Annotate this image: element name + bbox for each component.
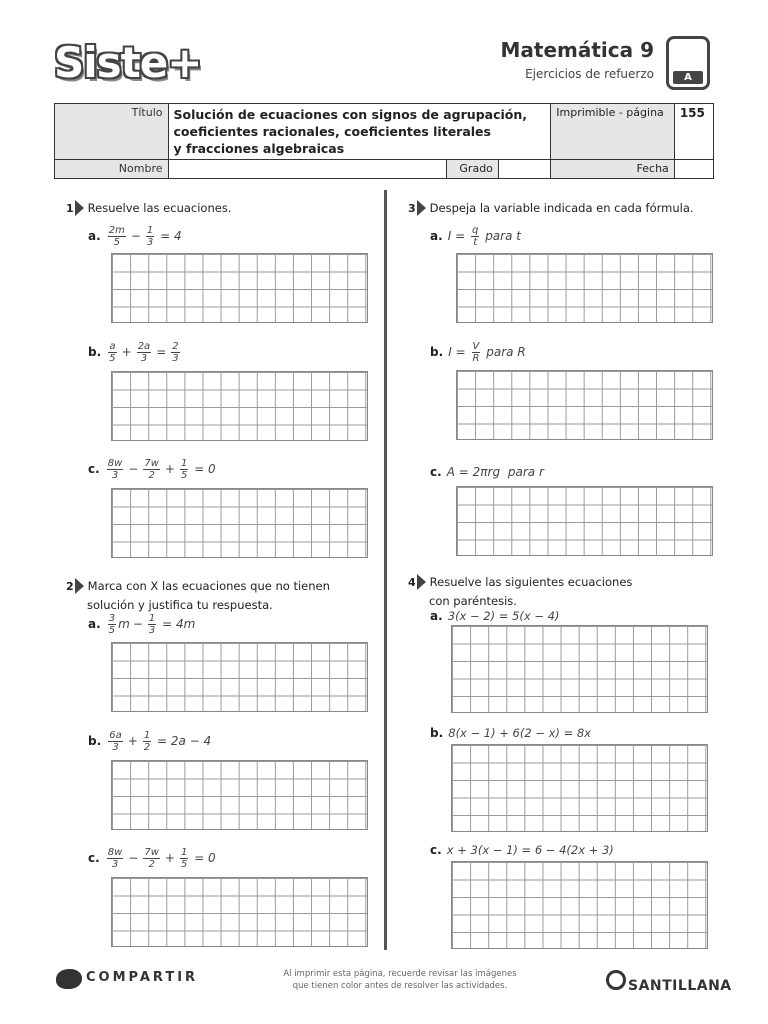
item-letter: b. xyxy=(430,345,444,359)
compartir-logo-icon xyxy=(56,969,82,989)
term: m xyxy=(118,617,130,631)
numerator: 2m xyxy=(108,225,125,236)
subject-title: Matemática 9 xyxy=(500,38,654,62)
item-letter: a. xyxy=(430,229,443,243)
operator: + xyxy=(164,851,175,865)
equation xyxy=(106,341,181,364)
numerator: 7w xyxy=(144,847,159,858)
arrow-icon xyxy=(417,574,426,590)
answer-grid[interactable] xyxy=(111,371,368,441)
numerator: 1 xyxy=(148,613,156,624)
q3-item-b xyxy=(430,341,526,364)
formula: A = 2πrg xyxy=(446,465,501,479)
equation: 8(x − 1) + 6(2 − x) = 8x xyxy=(448,726,591,740)
info-table xyxy=(54,103,714,179)
operator: + xyxy=(164,462,175,476)
left-hand-side: I = xyxy=(447,229,466,243)
question-1-header xyxy=(66,197,231,216)
arrow-icon xyxy=(75,578,84,594)
equation: 3(x − 2) = 5(x − 4) xyxy=(447,609,560,623)
equation xyxy=(106,225,182,248)
printable-label: Imprimible - página xyxy=(551,104,675,160)
item-letter: a. xyxy=(430,609,443,623)
denominator: 3 xyxy=(111,470,119,481)
q4-item-a xyxy=(430,605,559,624)
question-text: Resuelve las siguientes ecuaciones xyxy=(429,575,633,589)
numerator: 2a xyxy=(137,341,151,352)
answer-grid[interactable] xyxy=(456,253,713,323)
numerator: 1 xyxy=(180,847,188,858)
q2-item-b xyxy=(88,730,211,753)
item-letter: b. xyxy=(88,734,102,748)
question-4-header xyxy=(408,571,708,609)
item-letter: c. xyxy=(430,843,442,857)
subject-subtitle: Ejercicios de refuerzo xyxy=(525,67,654,81)
question-text: solución y justifica tu respuesta. xyxy=(87,598,273,612)
arrow-icon xyxy=(417,200,426,216)
operator: − xyxy=(132,617,143,631)
denominator: 3 xyxy=(140,353,148,364)
print-note xyxy=(250,968,550,992)
q4-item-b xyxy=(430,722,591,741)
question-number: 2 xyxy=(66,580,74,593)
operator: − xyxy=(128,851,139,865)
q1-item-a xyxy=(88,225,182,248)
equation xyxy=(448,341,526,364)
question-number: 4 xyxy=(408,576,416,589)
numerator: 6a xyxy=(109,730,122,741)
denominator: 2 xyxy=(148,470,155,481)
right-hand-side: = 4m xyxy=(162,617,196,631)
question-number: 1 xyxy=(66,202,74,215)
numerator: q xyxy=(472,225,479,236)
denominator: 5 xyxy=(180,859,188,870)
denominator: 2 xyxy=(143,742,151,753)
denominator: 3 xyxy=(146,237,154,248)
equation xyxy=(106,613,196,636)
q1-item-c xyxy=(88,458,216,481)
right-hand-side: = 4 xyxy=(160,229,182,243)
numerator: 1 xyxy=(146,225,154,236)
print-note-line: Al imprimir esta página, recuerde revisar las imágenes xyxy=(283,969,517,979)
equation xyxy=(105,458,216,481)
answer-grid[interactable] xyxy=(451,744,708,832)
target-variable: para t xyxy=(485,229,521,243)
page-number: 155 xyxy=(674,104,713,160)
denominator: 2 xyxy=(148,859,155,870)
right-hand-side: = 2a − 4 xyxy=(157,734,212,748)
right-hand-side: = 0 xyxy=(194,851,216,865)
answer-grid[interactable] xyxy=(451,861,708,949)
q3-item-c xyxy=(430,461,544,480)
denominator: 5 xyxy=(180,470,188,481)
denominator: R xyxy=(472,353,480,364)
answer-grid[interactable] xyxy=(111,642,368,712)
item-letter: b. xyxy=(430,726,444,740)
question-text: Marca con X las ecuaciones que no tienen xyxy=(87,579,330,593)
grade-label: Grado xyxy=(446,160,498,179)
numerator: 8w xyxy=(107,847,123,858)
operator: + xyxy=(121,345,132,359)
answer-grid[interactable] xyxy=(111,877,368,947)
target-variable: para R xyxy=(486,345,526,359)
q1-item-b xyxy=(88,341,182,364)
denominator: t xyxy=(473,237,478,248)
equation: x + 3(x − 1) = 6 − 4(2x + 3) xyxy=(446,843,614,857)
level-tab-letter: A xyxy=(673,71,703,84)
answer-grid[interactable] xyxy=(456,370,713,440)
logo-text: Siste+ xyxy=(54,38,202,87)
question-text: Resuelve las ecuaciones. xyxy=(87,201,232,215)
title-line: coeficientes racionales, coeficientes literales xyxy=(173,124,491,139)
denominator: 5 xyxy=(108,625,116,636)
answer-grid[interactable] xyxy=(111,760,368,830)
question-3-header xyxy=(408,197,694,216)
q4-item-c xyxy=(430,839,614,858)
denominator: 3 xyxy=(172,353,179,364)
numerator: a xyxy=(109,341,116,352)
answer-grid[interactable] xyxy=(111,488,368,558)
item-letter: c. xyxy=(88,851,100,865)
question-2-header xyxy=(66,575,366,613)
date-label: Fecha xyxy=(551,160,675,179)
numerator: 7w xyxy=(144,458,159,469)
question-number: 3 xyxy=(408,202,416,215)
compartir-logo-text: COMPARTIR xyxy=(86,970,199,985)
item-letter: c. xyxy=(88,462,100,476)
target-variable: para r xyxy=(507,465,544,479)
operator: − xyxy=(128,462,139,476)
title-label: Título xyxy=(55,104,169,160)
item-letter: b. xyxy=(88,345,102,359)
right-hand-side: = 0 xyxy=(194,462,216,476)
answer-grid[interactable] xyxy=(111,253,368,323)
denominator: 3 xyxy=(111,859,119,870)
print-note-line: que tienen color antes de resolver las actividades. xyxy=(292,981,508,991)
worksheet-title xyxy=(168,104,551,160)
question-text: con paréntesis. xyxy=(429,594,517,608)
q3-item-a xyxy=(430,225,521,248)
title-line: Solución de ecuaciones con signos de agrupación, xyxy=(173,107,528,122)
numerator: V xyxy=(472,341,480,352)
name-field[interactable] xyxy=(168,160,446,179)
arrow-icon xyxy=(75,200,84,216)
denominator: 5 xyxy=(109,353,116,364)
santillana-logo-text: SANTILLANA xyxy=(628,978,732,994)
numerator: 2 xyxy=(172,341,179,352)
left-hand-side: I = xyxy=(448,345,466,359)
item-letter: c. xyxy=(430,465,442,479)
numerator: 1 xyxy=(143,730,151,741)
numerator: 3 xyxy=(108,613,116,624)
santillana-logo-icon xyxy=(606,970,626,990)
level-tab xyxy=(666,36,710,90)
operator: + xyxy=(127,734,138,748)
denominator: 3 xyxy=(112,742,119,753)
column-divider xyxy=(384,190,387,950)
q2-item-c xyxy=(88,847,216,870)
equation xyxy=(447,465,544,479)
denominator: 5 xyxy=(113,237,120,248)
operator: − xyxy=(130,229,141,243)
operator: = xyxy=(156,345,167,359)
q2-item-a xyxy=(88,613,195,636)
equation xyxy=(106,730,212,753)
item-letter: a. xyxy=(88,229,101,243)
name-label: Nombre xyxy=(55,160,169,179)
grade-field[interactable] xyxy=(498,160,550,179)
denominator: 3 xyxy=(148,625,156,636)
item-letter: a. xyxy=(88,617,101,631)
numerator: 1 xyxy=(180,458,188,469)
answer-grid[interactable] xyxy=(451,625,708,713)
answer-grid[interactable] xyxy=(456,486,713,556)
siste-logo xyxy=(54,32,234,94)
equation xyxy=(105,847,216,870)
title-line: y fracciones algebraicas xyxy=(173,141,345,156)
question-text: Despeja la variable indicada en cada fórmula. xyxy=(429,201,694,215)
date-field[interactable] xyxy=(674,160,713,179)
numerator: 8w xyxy=(107,458,123,469)
equation xyxy=(447,225,521,248)
